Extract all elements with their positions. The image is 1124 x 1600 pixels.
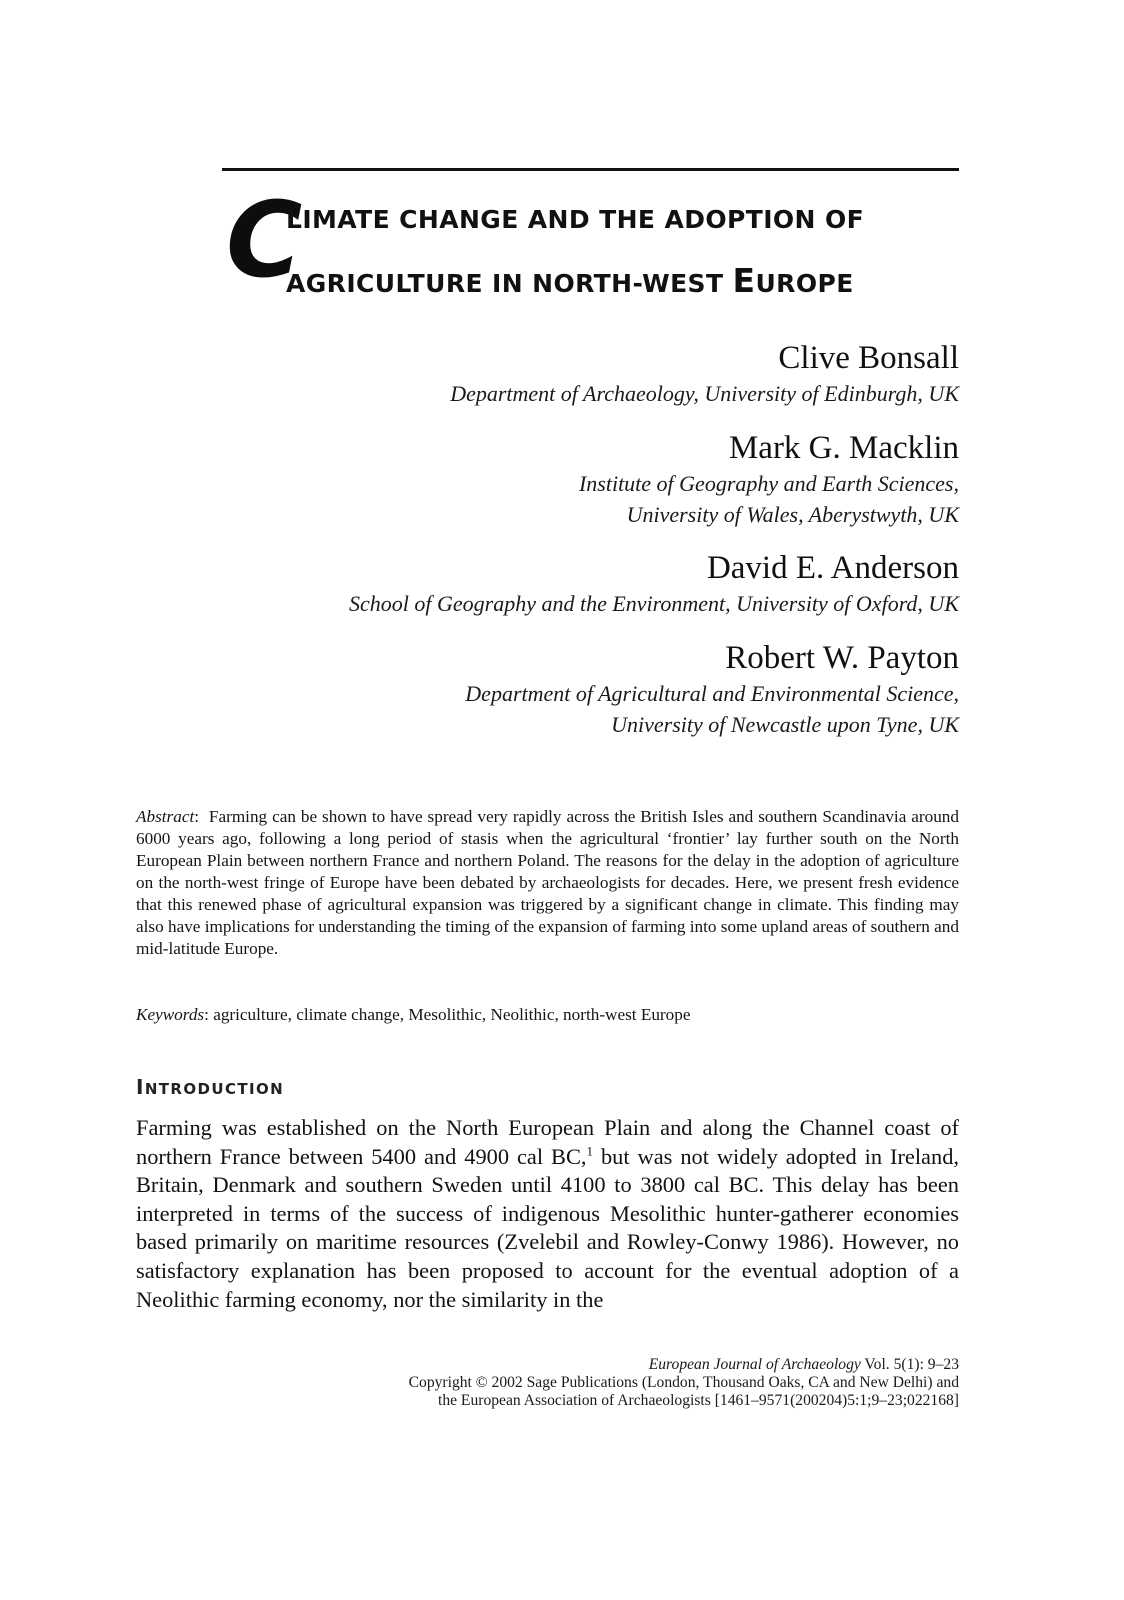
author-name: David E. Anderson — [706, 550, 959, 586]
author-1 — [450, 338, 959, 409]
footnote-marker: 1 — [586, 1143, 594, 1159]
journal-volume: Vol. 5(1): 9–23 — [860, 1356, 959, 1373]
author-name: Robert W. Payton — [725, 640, 959, 676]
footer-journal-line — [409, 1356, 959, 1374]
footer-copyright: Copyright © 2002 Sage Publications (London, Thousand Oaks, CA and New Delhi) and — [408, 1374, 959, 1391]
keywords-text: agriculture, climate change, Mesolithic, Neolithic, north-west Europe — [213, 1005, 691, 1024]
keywords: Keywords: agriculture, climate change, Mesolithic, Neolithic, north-west Europe — [136, 1005, 691, 1024]
author-4 — [465, 638, 959, 740]
heading-rest: NTRODUCTION — [144, 1080, 285, 1098]
author-affiliation: Department of Archaeology, University of Edinburgh, UK — [450, 381, 959, 406]
author-affiliation: University of Wales, Aberystwyth, UK — [626, 502, 959, 527]
title-line-2-cap: E — [732, 261, 756, 300]
author-2 — [579, 428, 959, 530]
abstract-text: Farming can be shown to have spread very rapidly across the British Isles and southern Scandinavia around 6000 years ago, following a long period of stasis when the agricultural ‘frontier’ lay further south on the North European Plain between northern France and northern Poland. The reasons for the delay in the adoption of agriculture on the north-west fringe of Europe have been debated by archaeologists for decades. Here, we present fresh evidence that this renewed phase of agricultural expansion was triggered by a significant change in climate. This finding may also have implications for understanding the timing of the expansion of farming into some upland areas of southern and mid-latitude Europe. — [136, 807, 959, 958]
author-affiliation: Institute of Geography and Earth Sciences, — [578, 471, 959, 496]
intro-text-2: but was not widely adopted in Ireland, Britain, Denmark and southern Sweden until 4100 to 3800 cal BC. This delay has been interpreted in terms of the success of indigenous Mesolithic hunter-gatherer economies based primarily on maritime resources (Zvelebil and Rowley-Conwy 1986). However, no satisfactory explanation has been proposed to account for the eventual adoption of a Neolithic farming economy, nor the similarity in the — [136, 1143, 959, 1312]
author-name: Mark G. Macklin — [728, 430, 959, 466]
title-line-2 — [286, 261, 854, 300]
author-affiliation: School of Geography and the Environment, University of Oxford, UK — [349, 591, 959, 616]
author-name: Clive Bonsall — [778, 340, 959, 376]
article-title — [222, 179, 959, 301]
title-line-2-text: AGRICULTURE IN NORTH-WEST — [286, 269, 733, 298]
intro-text-1: Farming was established on the North European Plain and along the Channel coast of northern France between 5400 and 4900 cal BC, — [136, 1115, 959, 1169]
section-heading-introduction — [136, 1075, 284, 1099]
title-line-1: LIMATE CHANGE AND THE ADOPTION OF — [286, 205, 865, 234]
journal-name: European Journal of Archaeology — [648, 1356, 861, 1373]
author-affiliation: Department of Agricultural and Environmental Science, — [465, 681, 959, 706]
keywords-label: Keywords — [136, 1005, 205, 1024]
footer-association: the European Association of Archaeologists [1461–9571(200204)5:1;9–23;022168] — [437, 1392, 959, 1409]
author-affiliation: University of Newcastle upon Tyne, UK — [611, 712, 959, 737]
title-line-2-end: UROPE — [755, 269, 854, 298]
introduction-paragraph — [136, 1114, 959, 1314]
author-3 — [349, 548, 959, 619]
title-rule — [222, 168, 959, 171]
abstract-label: Abstract — [136, 807, 195, 826]
page-footer — [409, 1356, 959, 1410]
abstract: Abstract: Farming can be shown to have spread very rapidly across the British Isles and southern Scandinavia around 6000 years ago, following a long period of stasis when the agricultural ‘frontier’ lay further south on the North European Plain between northern France and northern Poland. The reasons for the delay in the adoption of agriculture on the north-west fringe of Europe have been debated by archaeologists for decades. Here, we present fresh evidence that this renewed phase of agricultural expansion was triggered by a significant change in climate. This finding may also have implications for understanding the timing of the expansion of farming into some upland areas of southern and mid-latitude Europe. — [136, 807, 959, 958]
heading-cap: I — [136, 1075, 145, 1099]
title-dropcap: C — [226, 179, 303, 301]
